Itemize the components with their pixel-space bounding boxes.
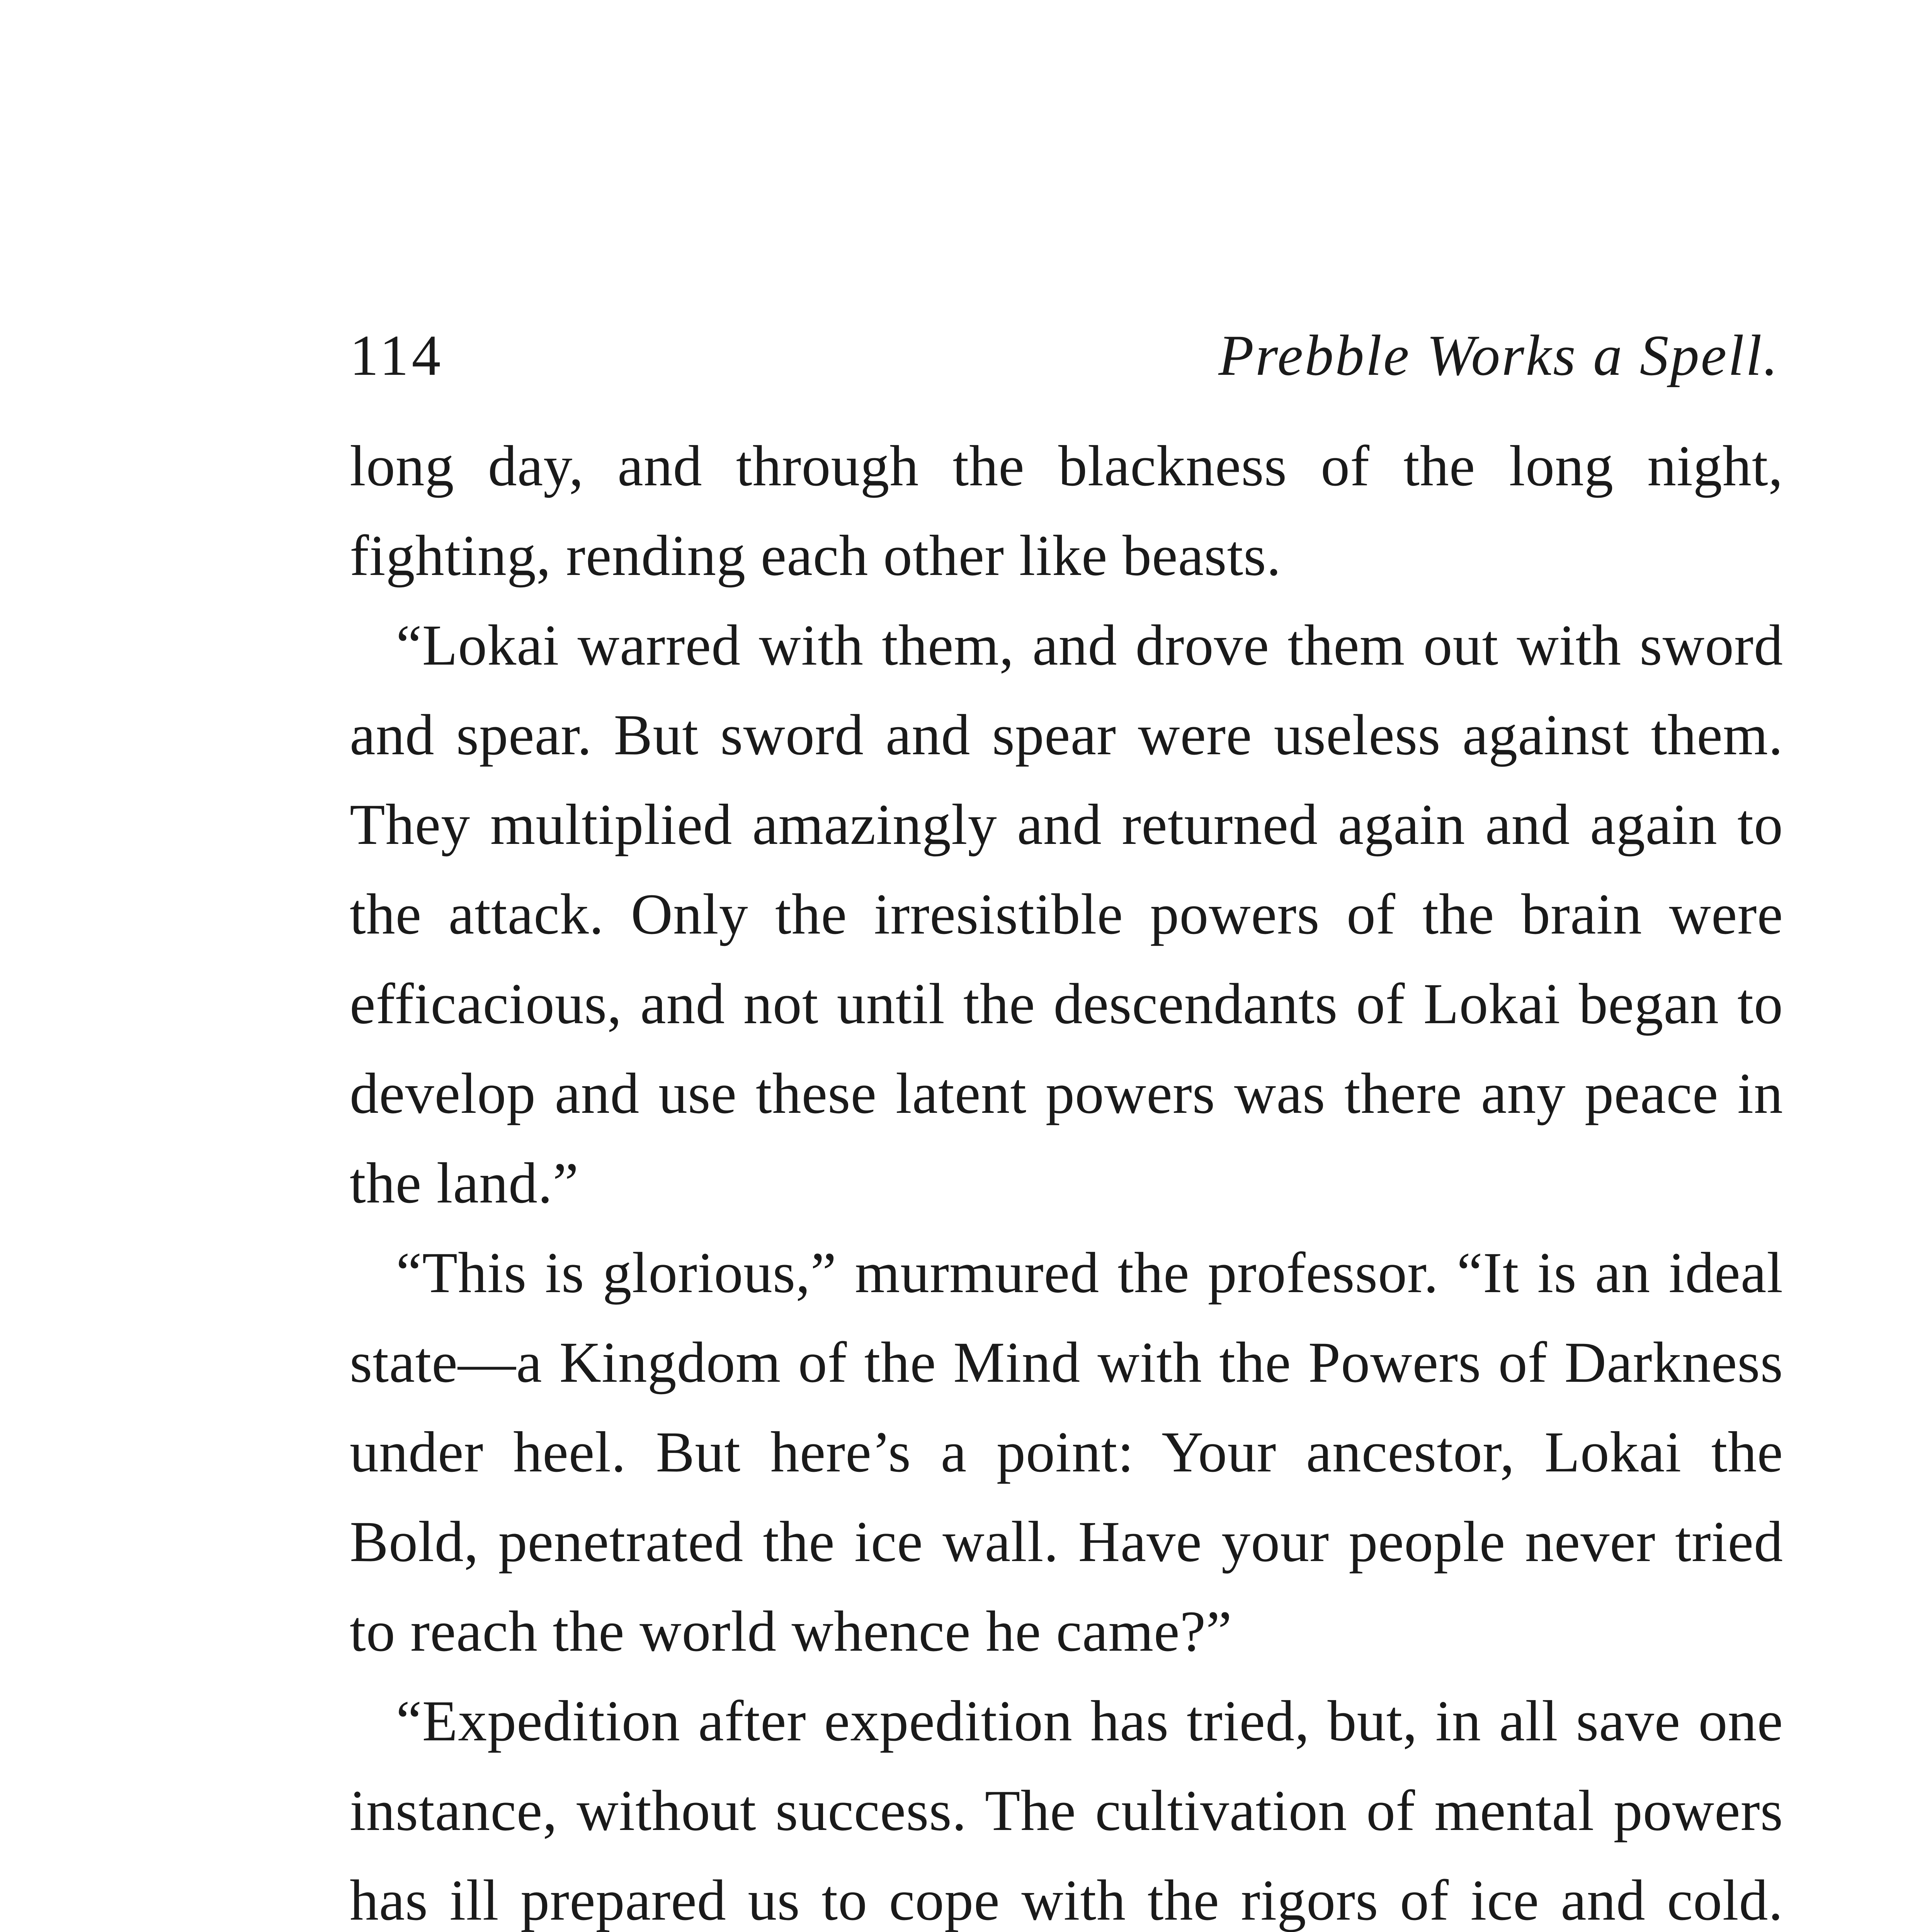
body-text bbox=[350, 421, 1783, 1932]
page-header bbox=[350, 321, 1779, 390]
page-number: 114 bbox=[350, 323, 444, 388]
paragraph-expedition: “Expedition after expedition has tried, but, in all save one instance, without success. The cultivation of mental powers has ill prepared us to cope with the rigors of ice and cold. bbox=[350, 1689, 1783, 1932]
paragraph-this-is-glorious: “This is glorious,” murmured the professor. “It is an ideal state—a Kingdom of the Mind with the Powers of Darkness under heel. But here’s a point: Your ancestor, Lokai the Bold, penetrated the ice wall. Have your people never tried to reach the world whence he came?” bbox=[350, 1241, 1783, 1663]
running-title: Prebble Works a Spell. bbox=[1218, 323, 1779, 388]
paragraph-continued: long day, and through the blackness of the long night, fighting, rending each other like beasts. bbox=[350, 434, 1783, 588]
paragraph-lokai-warred: “Lokai warred with them, and drove them out with sword and spear. But sword and spear were useless against them. They multiplied amazingly and returned again and again to the attack. Only the irresistible powers of the brain were efficacious, and not until the descendants of Lokai began to develop and use these latent powers was there any peace in the land.” bbox=[350, 613, 1783, 1215]
